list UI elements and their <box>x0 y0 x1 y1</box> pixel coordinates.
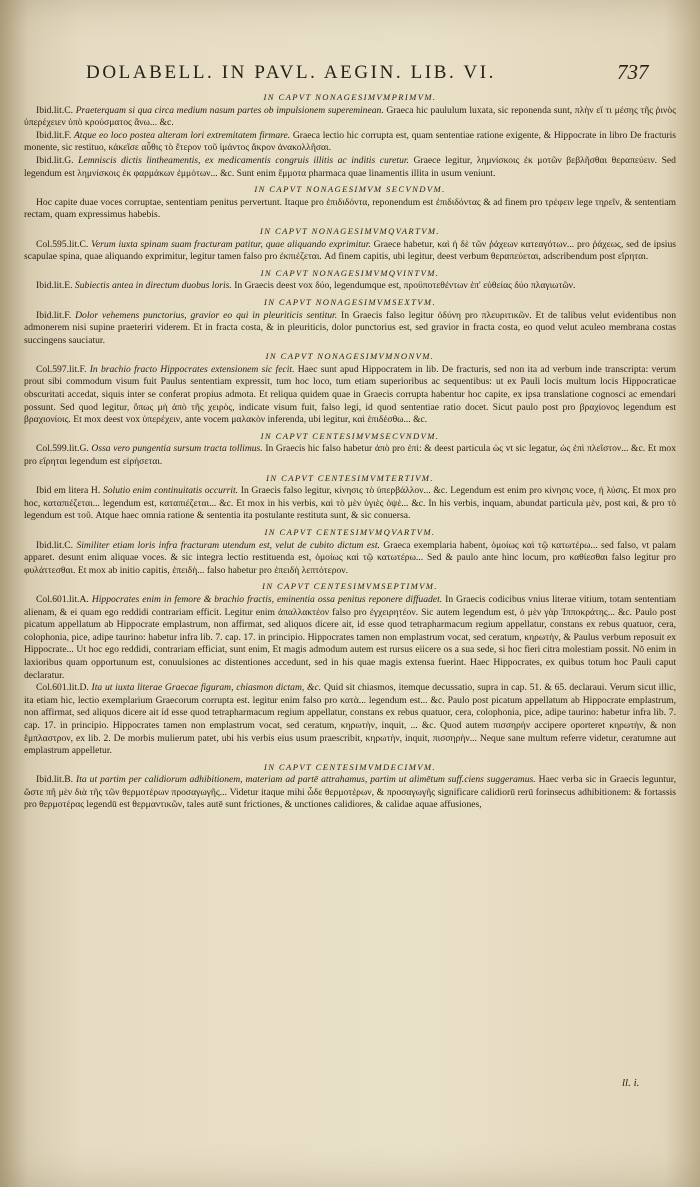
column-reference: Col.595.lit.C. <box>36 238 89 250</box>
column-reference: Ibid.lit.C. <box>36 104 74 116</box>
lemma-quote: Praeterquam si qua circa medium nasum partes ob impulsionem supereminean. <box>75 104 384 116</box>
commentary-paragraph <box>24 155 676 180</box>
column-reference: Col.597.lit.F. <box>36 363 87 375</box>
lemma-quote: Dolor vehemens punctorius, gravior eo qui in pleuriticis sentitur. <box>75 309 338 321</box>
chapter-heading: IN CAPVT NONAGESIMVMQVARTVM. <box>260 225 440 236</box>
commentary-text: In Graecis falso legitur ὀδύνη pro πλευριτικῶν. Et de talibus velut evidentibus non admonerem nisi supine praeteriri viderem. Et in fracta costa, & in pleuriticis, dolor punctorius est, sed gravior in fracta costa, eo quod velut aculeo membrana costas succingens sauciatur. <box>24 309 676 346</box>
running-head <box>0 62 700 88</box>
chapter-heading: IN CAPVT CENTESIMVMTERTIVM. <box>266 472 434 483</box>
chapter-heading: IN CAPVT NONAGESIMVMQVINTVM. <box>260 267 440 278</box>
running-title: DOLABELL. IN PAVL. AEGIN. LIB. VI. <box>86 62 496 83</box>
signature-mark: ll. i. <box>622 1077 640 1089</box>
commentary-body <box>24 88 676 812</box>
chapter-heading: IN CAPVT CENTESIMVMDECIMVM. <box>263 761 437 772</box>
commentary-paragraph <box>24 774 676 812</box>
column-reference: Ibid.lit.C. <box>36 539 74 551</box>
commentary-paragraph <box>24 130 676 155</box>
lemma-quote: Lemniscis dictis lintheamentis, ex medicamentis congruis illitis ac inditis curetur. <box>78 154 409 166</box>
column-reference: Col.601.lit.A. <box>36 593 89 605</box>
lemma-quote: Ita ut partim per calidiorum adhibitionem, materiam ad partē attrahamus, partim ut alimētum suff.ciens suggeramus. <box>76 774 536 786</box>
commentary-paragraph <box>24 443 676 468</box>
column-reference: Ibid.lit.F. <box>36 129 72 141</box>
column-reference: Ibid.lit.E. <box>36 280 73 292</box>
lemma-quote: Ita ut iuxta literae Graecae figuram, chiasmon dictam, &c. <box>91 682 322 694</box>
commentary-paragraph <box>24 310 676 348</box>
commentary-text: Hoc capite duae voces corruptae, sententiam penitus pervertunt. Itaque pro ἐπιδιδόντα, reponendum est ἐπιδιδόντας & ad finem pro τρέφειν lege τηρεῖν, & sententiam rectam, quam expressimus habebis. <box>24 196 676 221</box>
commentary-text: Quid sit chiasmos, itemque decussatio, supra in cap. 51. & 65. declaraui. Verum sicut illic, ita etiam hic, lectio exemplarium Graecorum corrupta est. legitur enim falso pro κατὰ... legendum est... &c. Paulo post picatum appellatum ab Hippocrate emplastrum, non affirmat, sed aliquos dicere ait id esse quod tetrapharmacum regium appellatur, constans ex rebus quatuor, cera, colophonia, pice, adipe taurino: habetur infra lib. 7. cap. 17. in principio. Hippocrates tamen non emplastrum vocat, sed ceratum, κηρωτὴν, inquit, ... &c. Quod autem πισσηρὴν accipere oporteret κηρωτὴν, & non ἔμπλαστρον, ex lib. 2. De morbis mulierum patet, ubi his verbis eius usum praescribit, κηρωτὴν, inquit, πισσηρὴν... Neque sane multum referre videtur, ceratumne aut emplastrum appelletur. <box>24 682 676 757</box>
commentary-text: In Graecis codicibus vnius literae vitium, totam sententiam alienam, & ei quam ego reddidi contrariam efficit. Legitur enim ἀπαλλακτέον falso pro ἐγχειρητέον. Sic autem legendum est, ὁ μὲν γὰρ Ἱπποκράτης... &c. Paulo post picatum appellatum ab Hippocrate emplastrum, non affirmat, sed aliquos dicere ait, id esse quod tetrapharmacum regium appellatur, constans ex rebus quatuor, cera, colophonia, pice, adipe taurino: habetur infra lib. 7. cap. 17. in principio. Hippocrates tamen non emplastrum vocat, sed ceratum, κηρωτὴν, & Paulus verbum reposuit ex Hippocrate... Ut hoc ego reddidi, contrariam efficiat, sunt enim, Et magis admodum autem est rursus eiicere os a sua sede, si hoc fieri citra molestiam possit. Nō enim in laxioribus quam opportunum est, conuulsiones ac distentiones accedunt, sed in his quae magis extensa fuerint. Haec Hippocrates, ex quibus totum hoc Pauli caput declaratur. <box>24 593 676 681</box>
commentary-paragraph <box>24 197 676 222</box>
column-reference: Ibid.lit.F. <box>36 309 72 321</box>
column-reference: Ibid.lit.B. <box>36 774 74 786</box>
column-reference: Col.601.lit.D. <box>36 682 89 694</box>
lemma-quote: Similiter etiam loris infra fracturam utendum est, velut de cubito dictum est. <box>76 539 380 551</box>
commentary-text: Graeca hic paululum luxata, sic reponenda sunt, πλὴν εἴ τι μέσης τῆς ῥινὸς ὑπερέχειεν ὑπὸ κρούσματος ἄνω... &c. <box>24 104 676 129</box>
commentary-paragraph <box>24 594 676 682</box>
commentary-text: Graeca lectio hic corrupta est, quam sententiae ratione exigente, & Hippocrate in libro De fracturis monente, sic restituo, κἀκεῖσε αὖθις τὸ ἕτερον τοῦ ἱμάντος ἄκρον ἀνακολλῆσαι. <box>24 129 677 154</box>
commentary-paragraph <box>24 540 676 578</box>
commentary-text: Graece habetur, καὶ ἡ δὲ τῶν ῥάχεων κατεαγότων... pro ῥάχεως, sed de ipsius scapulae spina, quae aliquando exprimitur, legitur tamen falso pro ἐκπιέζεται. Ad finem capitis, ubi legitur, deest verbum θεραπεύεται, adscribendum post εἴρηται. <box>24 238 676 263</box>
column-reference: Ibid.lit.G. <box>36 154 74 166</box>
commentary-text: Haec verba sic in Graecis leguntur, ὥστε πῆ μὲν διὰ τῆς τῶν θερμοτέρων προσαγωγῆς... Videtur itaque mihi ὧδε θερμοτέρων, & προσαγωγῆς significare calidiorū rerū forinsecus adhibitionem: & fortassis pro θερμοτέρας legendū est θερμαντικῶν, tales autē sunt frictiones, & unctiones calidiores, & calidae aquae affusiones, <box>24 774 676 811</box>
commentary-paragraph <box>24 682 676 758</box>
commentary-paragraph <box>24 485 676 523</box>
commentary-text: In Graecis falso legitur, κίνησις τὸ ὑπερβάλλον... &c. Legendum est enim pro κίνησις voce, ἡ λύσις. Et mox pro hoc, καταπιέζεται... legendum est, καταπιέζεται... &c. Et mox in his verbis, καὶ τὸ μὲν ὑγιὲς ὀψὲ... &c. In his verbis, inquam, abundat particula μὲν, post καὶ, & pro τὸ legendum est τοῦ. Atque haec omnia ratione & sententia ita postulante restituta sunt, & sic conuersa. <box>24 485 677 522</box>
commentary-paragraph <box>24 239 676 264</box>
commentary-text: In Graecis deest vox δύο, legendumque est, προϋποτεθέντων ἐπ' εὐθείας δύο πλαγιωτῶν. <box>234 280 576 292</box>
page-number: 737 <box>617 60 649 84</box>
column-reference: Ibid em litera H. <box>36 485 101 497</box>
chapter-heading: IN CAPVT NONAGESIMVMSEXTVM. <box>263 296 437 307</box>
lemma-quote: Hippocrates enim in femore & brachio fractis, eminentia ossa penitus reponere diffuadet. <box>91 593 443 605</box>
commentary-paragraph <box>24 280 676 293</box>
chapter-heading: IN CAPVT NONAGESIMVM SECVNDVM. <box>254 184 446 195</box>
commentary-text: Graece legitur, λημνίσκοις ἐκ μοτῶν βεβλῆσθαι θεραπεύειν. Sed legendum est λημνίσκοις ἐκ φαρμάκων ἐμμότων... &c. Sunt enim ἔμμοτα pharmaca quae linamentis illita in usum veniunt. <box>24 154 676 179</box>
chapter-heading: IN CAPVT CENTESIMVMQVARTVM. <box>264 527 436 537</box>
lemma-quote: Subiectis antea in directum duobus loris. <box>74 280 232 292</box>
column-reference: Col.599.lit.G. <box>36 443 89 455</box>
chapter-heading: IN CAPVT NONAGESIMVMPRIMVM. <box>263 92 437 102</box>
chapter-heading: IN CAPVT NONAGESIMVMNONVM. <box>265 351 435 362</box>
commentary-text: Haec sunt apud Hippocratem in lib. De fracturis, sed non ita ad verbum inde transcripta: verum prout sibi commodum visum fuit Paulus sententiam expressit, tum hoc loco, tum etiam superioribus ac sequentibus: ut ex Pauli locis multum locis Hippocraticae obscuritati accedat, siquis inter se conferat propius admota. Et reliqua quidem quae in Graecis corrupta habentur hoc capite, ex ipsa translatione cognosci ac emendari possunt. Sed quod legitur, ὅπως μὴ ἀπὸ τῆς χειρὸς, indicate visum fuit, falso legi, id quod sententiae ratio docet. Sicut paulo post pro βραχίονος legendum est βραχιονίοις. Et mox deest vox ὑπερέχειν, ante vocem μαλακὸν inferenda, ubi legitur, καὶ ἐπιδέσθω... &c. <box>24 363 677 426</box>
chapter-heading: IN CAPVT CENTESIMVMSEPTIMVM. <box>262 581 438 592</box>
commentary-paragraph <box>24 105 676 130</box>
lemma-quote: Solutio enim continuitatis occurrit. <box>102 485 239 497</box>
lemma-quote: In brachio fracto Hippocrates extensionem sic fecit. <box>89 363 295 375</box>
lemma-quote: Atque eo loco postea alteram lori extremitatem firmare. <box>73 129 291 141</box>
lemma-quote: Ossa vero pungentia sursum tracta tollimus. <box>91 443 263 455</box>
lemma-quote: Verum iuxta spinam suam fracturam patitur, quae aliquando exprimitur. <box>91 238 371 250</box>
commentary-text: In Graecis hic falso habetur ἀπὸ pro ἐπὶ: & deest particula ὡς vt sic legatur, ὡς ἐπὶ πλεῖστον... &c. Et mox pro εἴρηται legendum est εἰρήσεται. <box>24 443 676 468</box>
commentary-paragraph <box>24 364 676 427</box>
chapter-heading: IN CAPVT CENTESIMVMSECVNDVM. <box>260 430 440 441</box>
commentary-text: Graeca exemplaria habent, ὁμοίως καὶ τῷ κατωτέρω... sed falso, vt palam apparet. desunt enim aliquae voces. & sic integra lectio restituenda est, ὁμοίως καὶ τῷ κατωτέρω... Sed & paulo ante hinc locum, pro καθίεσθαι falso legitur pro φυλάττεσθαι. Et mox ab initio capitis, ἐπειδὴ... falso habetur pro ἐπειδὴ λεπτότερον. <box>24 539 676 576</box>
